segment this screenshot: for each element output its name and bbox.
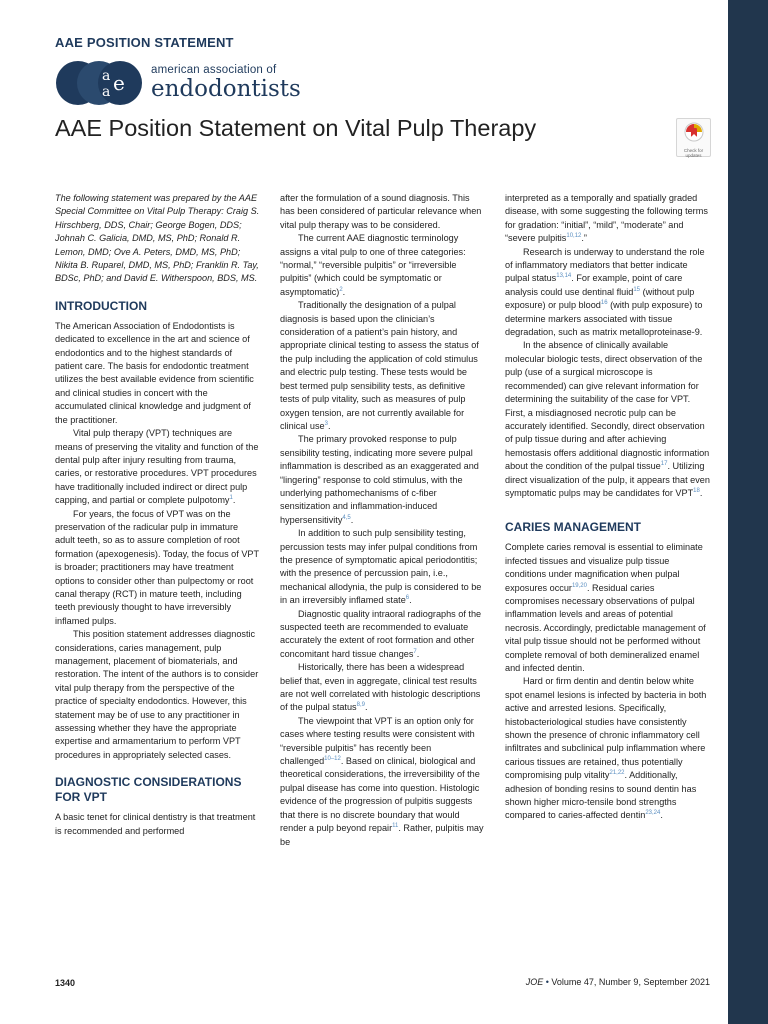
paragraph: Vital pulp therapy (VPT) techniques are means of preserving the vitality and function of the dental pulp after injury resulting from trauma, caries, or restorative procedures. VPT procedures have traditionally included indirect or direct pulp capping, and partial or complete pulpotomy$^1$. xyxy=(55,428,259,506)
citation-ref[interactable]: 23,24 xyxy=(645,810,661,817)
citation-ref[interactable]: 1 xyxy=(229,495,233,502)
journal-issue: Volume 47, Number 9, September 2021 xyxy=(551,977,710,987)
check-for-updates-badge[interactable] xyxy=(676,118,711,157)
citation-ref[interactable]: 16 xyxy=(600,300,608,307)
column-3 xyxy=(505,192,710,823)
page-title: AAE Position Statement on Vital Pulp Therapy xyxy=(55,115,537,141)
paragraph: A basic tenet for clinical dentistry is that treatment is recommended and performed xyxy=(55,812,256,836)
paragraph: Traditionally the designation of a pulpal diagnosis is based upon the clinician’s consideration of a patient’s pain history, and appropriate clinical testing to assess the status of the pulp including the application of cold stimulus and electric pulp testing. These tests would be best termed pulp sensibility tests, as definitive tests of pulp vitality, such as measures of pulp oxygen tension, are not currently available for clinical use$^3$. xyxy=(280,300,479,431)
citation-ref[interactable]: 7 xyxy=(413,648,417,655)
paragraph: In the absence of clinically available molecular biologic tests, direct observation of the pulp (use of a surgical microscope is recommended) can give relevant information for determining the suitability of the case for VPT. First, a misdiagnosed necrotic pulp can be accurately identified. Secondly, direct observation of pulp tissue during and after achieving hemostasis offers additional diagnostic information about the condition of the pulpal tissue$^{17}$. Utilizing direct visualization of the pulp, it appears that even symptomatic pulps may be candidates for VPT$^{18}$. xyxy=(505,340,710,498)
author-note: The following statement was prepared by the AAE Special Committee on Vital Pulp Therapy: Craig S. Hirschberg, DDS, Chair; George Bogen, DDS; Johnah C. Galicia, DMD, MS, PhD; Ronald R. Lemon, DMD; Ove A. Peters, DMD, MS, PhD; Nikita B. Ruparel, DMD, MS, PhD; Franklin R. Tay, BDSc, PhD; and David E. Witherspoon, BDS, MS. xyxy=(55,193,260,284)
journal-name: JOE xyxy=(525,977,544,987)
heading-caries-management: CARIES MANAGEMENT xyxy=(505,520,642,535)
citation-ref[interactable]: 6 xyxy=(405,595,410,602)
paragraph: The viewpoint that VPT is an option only for cases where testing results were consistent with “reversible pulpitis” has recently been challenged$^{10-12}$. Based on clinical, biological and theoretical considerations, the irreversibility of the pulpal disease has come into question. Histologic evidence of the progression of pulpitis suggests that there is no discrete boundary that would render a pulp beyond repair$^{11}$. Rather, pulpitis may be xyxy=(280,715,484,847)
citation-ref[interactable]: 4,5 xyxy=(342,514,351,521)
paragraph: The current AAE diagnostic terminology assigns a vital pulp to one of three categories: “normal,” “reversible pulpitis” or “irreversible pulpitis” (which could be symptomatic or asymptomatic)$^2$. xyxy=(280,233,466,297)
paragraph: Diagnostic quality intraoral radiographs of the suspected teeth are recommended to evaluate accurately the extent of root formation and other concomitant hard tissue changes$^7$. xyxy=(280,608,482,659)
paragraph: after the formulation of a sound diagnosis. This has been considered of particular relevance when vital pulp therapy was to be considered. xyxy=(280,193,482,230)
paragraph: Historically, there has been a widespread belief that, even in aggregate, clinical test results are not well correlated with histologic descriptions of the pulpal status$^{8,9}$. xyxy=(280,662,481,713)
svg-text:a: a xyxy=(102,68,111,84)
citation-ref[interactable]: 15 xyxy=(633,286,641,293)
citation-ref[interactable]: 21,22 xyxy=(609,770,625,777)
citation-ref[interactable]: 10–12 xyxy=(324,756,341,763)
svg-text:e: e xyxy=(113,71,125,95)
paragraph: In addition to such pulp sensibility testing, percussion tests may infer pulpal conditions from the presence of symptomatic apical periodontitis; with the presence of percussion pain, i.e., mechanical allodynia, the pulp is considered to be in an irreversibly inflamed state$^6$. xyxy=(280,528,482,606)
heading-introduction: INTRODUCTION xyxy=(55,298,147,313)
right-sidebar-band xyxy=(728,0,768,1024)
paragraph: The primary provoked response to pulp sensibility testing, indicating more severe pulpal inflammation is described as an exaggerated and “lingering” response to cold stimulus, with the underlying pathomechanisms of c-fiber sensitization and inflammation-induced hypersensitivity$^{4,5}$. xyxy=(280,434,479,525)
citation-ref[interactable]: 10,12 xyxy=(566,233,582,240)
logo-org-line1: american association of xyxy=(151,64,277,77)
paragraph: This position statement addresses diagnostic considerations, caries management, pulp management, placement of biomaterials, and restoration. The intent of the authors is to consider vital pulp therapy from the perspective of the practice of specialty endodontics. However, this statement may be of use to any practitioner in assessing whether they have the appropriate expertise and armamentarium to perform VPT procedures in appropriately selected cases. xyxy=(55,629,259,760)
citation-ref[interactable]: 17 xyxy=(660,461,668,468)
section-label: AAE POSITION STATEMENT xyxy=(55,35,234,50)
paragraph: For years, the focus of VPT was on the preservation of the radicular pulp in immature adult teeth, so as to assure completion of root formation (apexogenesis). Today, the focus of VPT is broader; practitioners may have treatment options to consider other than pulpectomy or root canal therapy (RCT) in mature teeth, including teeth previously thought to have irreversibly inflamed pulps. xyxy=(55,508,259,626)
paragraph: Complete caries removal is essential to eliminate infected tissues and visualize pulp tissue conditions under magnification when pulpal exposures occur$^{19,20}$. Residual caries compromises necessary observations of pulpal inflammation levels and areas of potential necrosis. Accordingly, predictable management of vital pulp tissue should not be performed without complete removal of both demineralized enamel and infected dentin. xyxy=(505,542,706,673)
page-number: 1340 xyxy=(55,978,76,988)
footer-bullet: • xyxy=(545,977,549,987)
svg-text:a: a xyxy=(102,84,111,100)
aae-logo xyxy=(55,60,301,106)
paragraph: The American Association of Endodontists is dedicated to excellence in the art and science of endodontics and to the highest standards of patient care. The basis for endodontic treatment utilizes the best available evidence from scientific and clinical studies in concert with the accumulated clinical knowledge and judgment of the practitioner. xyxy=(55,320,254,425)
column-1 xyxy=(55,192,260,838)
column-2 xyxy=(280,192,485,849)
citation-ref[interactable]: 2 xyxy=(339,286,343,293)
journal-footer xyxy=(520,977,710,987)
citation-ref[interactable]: 18 xyxy=(693,487,700,494)
check-updates-icon xyxy=(684,122,704,142)
citation-ref[interactable]: 19,20 xyxy=(571,582,587,589)
aae-logo-icon xyxy=(55,60,143,106)
citation-ref[interactable]: 11 xyxy=(392,823,399,830)
badge-text: Check for updates xyxy=(683,148,704,158)
paragraph: interpreted as a temporally and spatially graded disease, with some suggesting the following terms for gradation: “initial”, “mild”, “moderate” and “severe pulpitis$^{10,12}$.” xyxy=(505,193,708,244)
citation-ref[interactable]: 13,14 xyxy=(556,273,572,280)
paragraph: Research is underway to understand the role of inflammatory mediators that better indicate pulpal status$^{13,14}$. For example, point of care analysis could use dentinal fluid$^{15}$ (without pulp exposure) or pulp blood$^{16}$ (with pulp exposure) to determine markers associated with tissue degradation, such as matrix metalloproteinase-9. xyxy=(505,246,705,338)
citation-ref[interactable]: 3 xyxy=(324,420,328,427)
paragraph: Hard or firm dentin and dentin below white spot enamel lesions is infected by bacteria in both active and arrested lesions. Specifically, histobacteriological studies have consistently shown the presence of chronic inflammatory cell infiltrates and subclinical pulp inflammation where carious tissues are retained, thus potentially compromising pulp vitality$^{21,22}$. Additionally, adhesion of bonding resins to sound dentin has shown higher micro-tensile bond strengths compared to caries-affected dentin$^{23,24}$. xyxy=(505,676,707,821)
citation-ref[interactable]: 8,9 xyxy=(356,702,365,709)
logo-org-line2: endodontists xyxy=(151,75,301,102)
heading-diagnostic-considerations: DIAGNOSTIC CONSIDERATIONS FOR VPT xyxy=(55,775,242,805)
